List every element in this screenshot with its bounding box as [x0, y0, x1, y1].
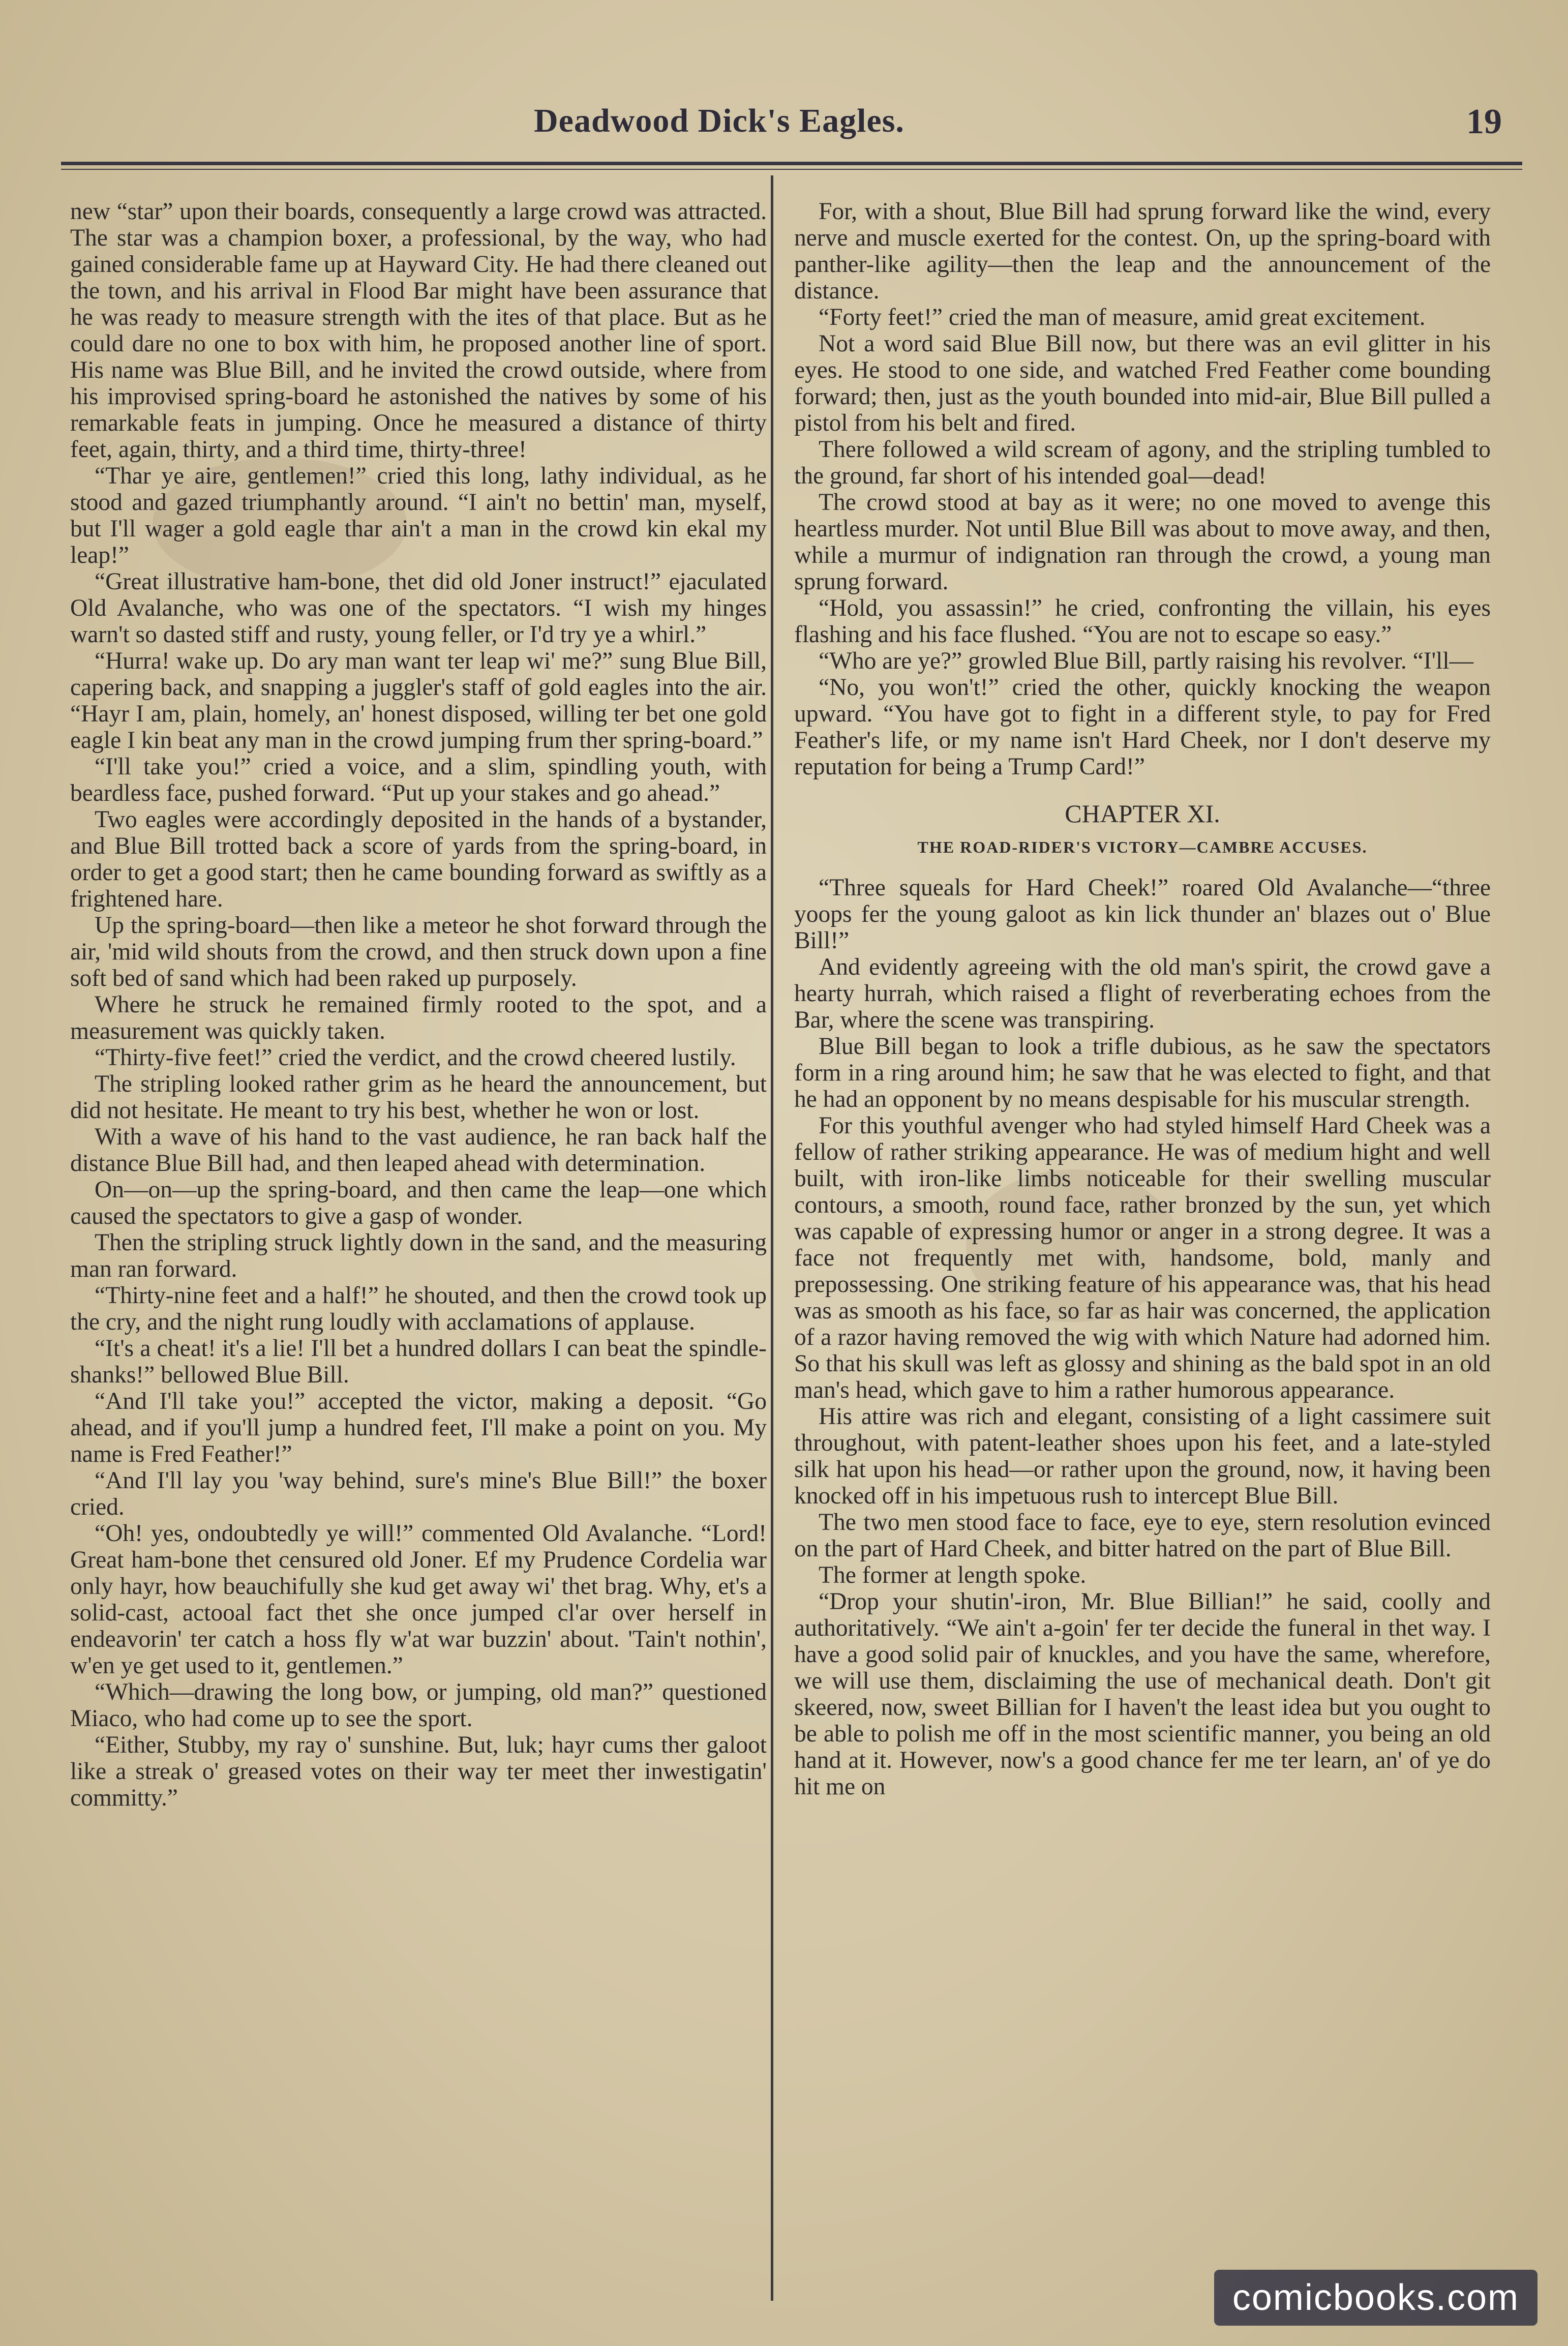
paragraph: On—on—up the spring-board, and then came the leap—one which caused the spectators to give a gasp of wonder. — [70, 1177, 767, 1229]
paragraph: “Thirty-five feet!” cried the verdict, and the crowd cheered lustily. — [95, 1044, 736, 1071]
paragraph: Where he struck he remained firmly rooted to the spot, and a measurement was quickly taken. — [70, 991, 767, 1044]
paragraph: Two eagles were accordingly deposited in the hands of a bystander, and Blue Bill trotted back a score of yards from the spring-board, in order to get a good start; then he came bounding forward as swiftly as a frightened hare. — [70, 806, 767, 912]
paragraph: “Which—drawing the long bow, or jumping, old man?” questioned Miaco, who had come up to see the sport. — [70, 1679, 767, 1732]
chapter-subtitle: THE ROAD-RIDER'S VICTORY—CAMBRE ACCUSES. — [917, 838, 1368, 856]
paragraph: “Hurra! wake up. Do ary man want ter leap wi' me?” sung Blue Bill, capering back, and snapping a juggler's staff of gold eagles into the air. “Hayr I am, plain, homely, an' honest disposed, willing ter bet one gold eagle I kin beat any man in the crowd jumping frum ther spring-board.” — [70, 648, 767, 754]
header-rule — [61, 162, 1522, 165]
paragraph: With a wave of his hand to the vast audience, he ran back half the distance Blue Bill had, and then leaped ahead with determination. — [70, 1124, 767, 1177]
paragraph: The two men stood face to face, eye to eye, stern resolution evinced on the part of Hard Cheek, and bitter hatred on the part of Blue Bill. — [794, 1509, 1491, 1562]
paragraph: For this youthful avenger who had styled himself Hard Cheek was a fellow of rather striking appearance. He was of medium hight and well built, with iron-like limbs noticeable for their swelling muscular contours, a smooth, round face, rather bronzed by the sun, yet which was capable of expressing humor or anger in a strong degree. It was a face not frequently met with, handsome, bold, manly and prepossessing. One striking feature of his appearance was, that his head was as smooth as his face, so far as hair was concerned, the application of a razor having removed the wig with which Nature had adorned him. So that his skull was left as glossy and shining as the bald spot in an old man's head, which gave to him a rather humorous appearance. — [794, 1112, 1491, 1403]
paragraph: And evidently agreeing with the old man's spirit, the crowd gave a hearty hurrah, which raised a flight of reverberating echoes from the Bar, where the scene was transpiring. — [794, 954, 1491, 1033]
watermark: comicbooks.com — [1214, 2270, 1537, 2326]
header-rule-thin — [61, 169, 1522, 170]
paragraph: “No, you won't!” cried the other, quickly knocking the weapon upward. “You have got to fight in a different style, to pay for Fred Feather's life, or my name isn't Hard Cheek, nor I don't deserve my reputation for being a Trump Card!” — [794, 674, 1491, 780]
paragraph: The crowd stood at bay as it were; no one moved to avenge this heartless murder. Not until Blue Bill was about to move away, and then, while a murmur of indignation ran through the crowd, a young man sprung forward. — [794, 489, 1491, 595]
paragraph: “Thirty-nine feet and a half!” he shouted, and then the crowd took up the cry, and the night rung loudly with acclamations of applause. — [70, 1282, 767, 1335]
paragraph: new “star” upon their boards, consequently a large crowd was attracted. The star was a champion boxer, a professional, by the way, who had gained considerable fame up at Hayward City. He had there cleaned out the town, and his arrival in Flood Bar might have been assurance that he was ready to measure strength with the ites of that place. But as he could dare no one to box with him, he proposed another line of sport. His name was Blue Bill, and he invited the crowd outside, where from his improvised spring-board he astonished the natives by some of his remarkable feats in jumping. Once he measured a distance of thirty feet, again, thirty, and a third time, thirty-three! — [70, 198, 767, 463]
paragraph: “Great illustrative ham-bone, thet did old Joner instruct!” ejaculated Old Avalanche, who was one of the spectators. “I wish my hinges warn't so dasted stiff and rusty, young feller, or I'd try ye a whirl.” — [70, 568, 767, 648]
paragraph: Not a word said Blue Bill now, but there was an evil glitter in his eyes. He stood to one side, and watched Fred Feather come bounding forward; then, just as the youth bounded into mid-air, Blue Bill pulled a pistol from his belt and fired. — [794, 330, 1491, 436]
paragraph: “Thar ye aire, gentlemen!” cried this long, lathy individual, as he stood and gazed triumphantly around. “I ain't no bettin' man, myself, but I'll wager a gold eagle thar ain't a man in the crowd kin ekal my leap!” — [70, 463, 767, 568]
right-column-after-chapter — [794, 875, 1491, 1800]
paragraph: The former at length spoke. — [819, 1562, 1087, 1588]
paragraph: “Forty feet!” cried the man of measure, amid great excitement. — [819, 304, 1426, 330]
paragraph: “Three squeals for Hard Cheek!” roared Old Avalanche—“three yoops fer the young galoot as kin lick thunder an' blazes out o' Blue Bill!” — [794, 875, 1491, 954]
column-divider — [771, 175, 773, 2301]
paragraph: “And I'll take you!” accepted the victor, making a deposit. “Go ahead, and if you'll jump a hundred feet, I'll make a point on you. My name is Fred Feather!” — [70, 1388, 767, 1467]
paragraph: “And I'll lay you 'way behind, sure's mine's Blue Bill!” the boxer cried. — [70, 1467, 767, 1520]
paragraph: “Who are ye?” growled Blue Bill, partly raising his revolver. “I'll— — [819, 648, 1474, 674]
paragraph: Then the stripling struck lightly down in the sand, and the measuring man ran forward. — [70, 1229, 767, 1282]
paragraph: “Drop your shutin'-iron, Mr. Blue Billian!” he said, coolly and authoritatively. “We ain't a-goin' fer ter decide the funeral in thet way. I have a good solid pair of knuckles, and you have the same, wherefore, we will use them, disclaiming the use of mechanical death. Don't git skeered, now, sweet Billian for I haven't the least idea but you ought to be able to polish me off in the most scientific manner, you being an old hand at it. However, now's a good chance fer me ter learn, an' of ye do hit me on — [794, 1588, 1491, 1800]
paragraph: Blue Bill began to look a trifle dubious, as he saw the spectators form in a ring around him; he saw that he was elected to fight, and that he had an opponent by no means despisable for his muscular strength. — [794, 1033, 1491, 1112]
paragraph: For, with a shout, Blue Bill had sprung forward like the wind, every nerve and muscle exerted for the contest. On, up the spring-board with panther-like agility—then the leap and the announcement of the distance. — [794, 198, 1491, 304]
paragraph: Up the spring-board—then like a meteor he shot forward through the air, 'mid wild shouts from the crowd, and then struck down upon a fine soft bed of sand which had been raked up purposely. — [70, 912, 767, 991]
left-column — [70, 198, 767, 2288]
paragraph: His attire was rich and elegant, consisting of a light cassimere suit throughout, with patent-leather shoes upon his feet, and a late-styled silk hat upon his head—or rather upon the ground, now, it having been knocked off in his impetuous rush to intercept Blue Bill. — [794, 1403, 1491, 1509]
right-column-before-chapter — [794, 198, 1491, 780]
paragraph: There followed a wild scream of agony, and the stripling tumbled to the ground, far short of his intended goal—dead! — [794, 436, 1491, 489]
page-header — [61, 102, 1522, 158]
paragraph: The stripling looked rather grim as he heard the announcement, but did not hesitate. He meant to try his best, whether he won or lost. — [70, 1071, 767, 1124]
page-number: 19 — [1466, 102, 1502, 141]
paragraph: “Oh! yes, ondoubtedly ye will!” commented Old Avalanche. “Lord! Great ham-bone thet censured old Joner. Ef my Prudence Cordelia war only hayr, how beauchifully she kud get away wi' thet brag. Why, et's a solid-cast, actooal fact thet she once jumped cl'ar over herself in endeavorin' ter catch a hoss fly w'at war buzzin' about. 'Tain't nothin', w'en ye get used to it, gentlemen.” — [70, 1520, 767, 1679]
paragraph: “Hold, you assassin!” he cried, confronting the villain, his eyes flashing and his face flushed. “You are not to escape so easy.” — [794, 595, 1491, 648]
right-column — [794, 198, 1491, 2288]
paragraph: “I'll take you!” cried a voice, and a slim, spindling youth, with beardless face, pushed forward. “Put up your stakes and go ahead.” — [70, 754, 767, 806]
chapter-heading: CHAPTER XI. — [1065, 799, 1220, 828]
running-title: Deadwood Dick's Eagles. — [534, 102, 904, 139]
paragraph: “It's a cheat! it's a lie! I'll bet a hundred dollars I can beat the spindle-shanks!” bellowed Blue Bill. — [70, 1335, 767, 1388]
paragraph: “Either, Stubby, my ray o' sunshine. But, luk; hayr cums ther galoot like a streak o' greased votes on their way ter meet ther inwestigatin' committy.” — [70, 1732, 767, 1811]
